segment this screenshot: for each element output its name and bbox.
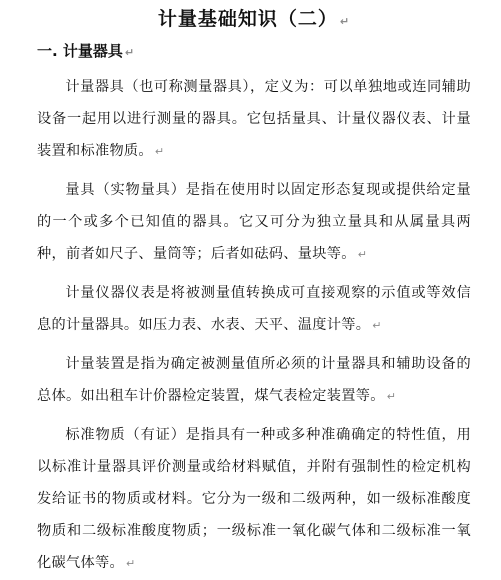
section-heading	[37, 39, 471, 65]
paragraph-measuring-instruments	[37, 71, 471, 168]
document-title-text: 计量基础知识（二）	[157, 8, 338, 30]
paragraph-mark-icon: ↵	[386, 390, 397, 403]
paragraph-mark-icon: ↵	[124, 46, 135, 59]
paragraph-mark-icon: ↵	[125, 557, 136, 570]
paragraph-material-measures	[37, 174, 471, 271]
paragraph-measuring-systems	[37, 348, 471, 413]
paragraph-text: 计量器具（也可称测量器具），定义为：可以单独地或连同辅助设备一起用以进行测量的器具。它包括量具、计量仪器仪表、计量装置和标准物质。	[37, 79, 471, 159]
paragraph-instruments-meters	[37, 277, 471, 342]
paragraph-text: 量具（实物量具）是指在使用时以固定形态复现或提供给定量的一个或多个已知值的器具。它又可分为独立量具和从属量具两种，前者如尺子、量筒等；后者如砝码、量块等。	[37, 182, 471, 262]
document-title	[37, 6, 471, 35]
paragraph-text: 计量装置是指为确定被测量值所必须的计量器具和辅助设备的总体。如出租车计价器检定装置，煤气表检定装置等。	[37, 356, 471, 404]
section-heading-text: 一. 计量器具	[37, 42, 123, 60]
paragraph-text: 计量仪器仪表是将被测量值转换成可直接观察的示值或等效信息的计量器具。如压力表、水表、天平、温度计等。	[37, 285, 471, 333]
paragraph-reference-materials	[37, 419, 471, 580]
paragraph-text: 标准物质（有证）是指具有一种或多种准确确定的特性值，用以标准计量器具评价测量或给材料赋值，并附有强制性的检定机构发给证书的物质或材料。它分为一级和二级两种，如一级标准酸度物质和二级标准酸度物质；一级标准一氧化碳气体和二级标准一氧化碳气体等。	[37, 427, 471, 571]
paragraph-mark-icon: ↵	[339, 15, 351, 28]
paragraph-mark-icon: ↵	[372, 319, 382, 332]
paragraph-mark-icon: ↵	[154, 145, 165, 158]
paragraph-mark-icon: ↵	[357, 248, 368, 261]
